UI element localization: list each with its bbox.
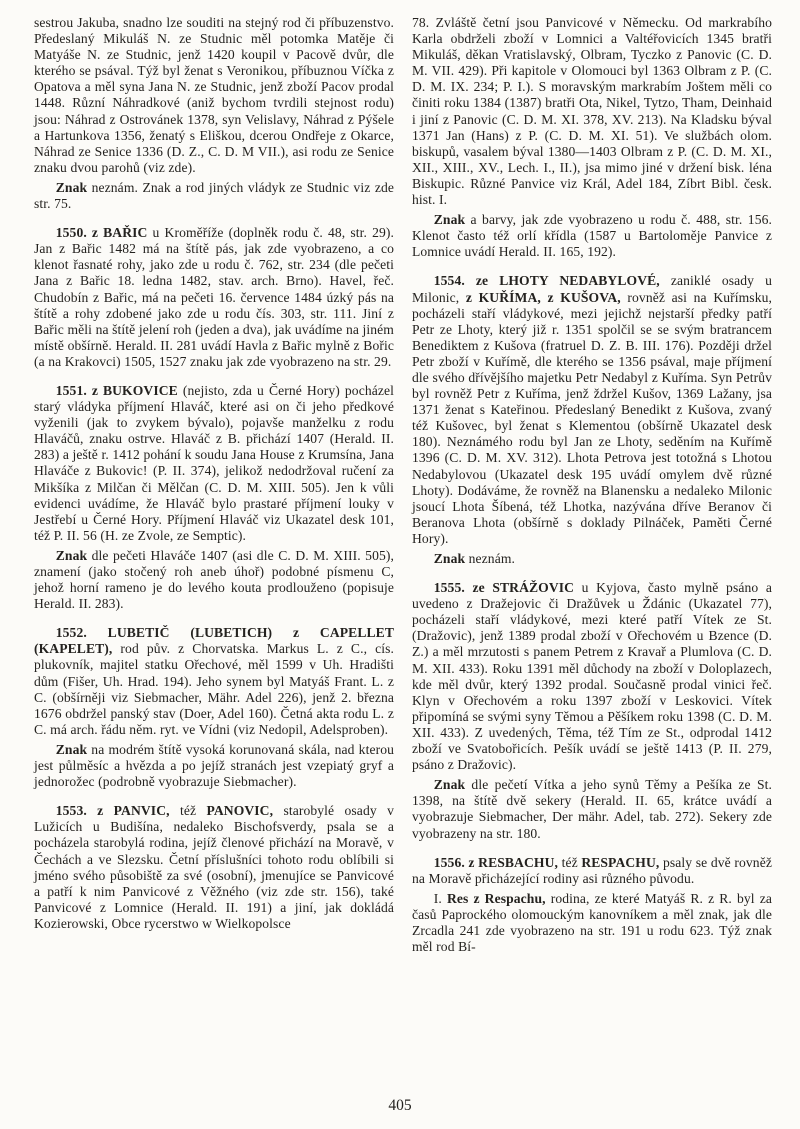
znak-paragraph-lhoty: [412, 551, 772, 567]
bold-text-run: Znak: [433, 777, 466, 793]
text-run: rodina, ze které Matyáš R. z R. byl za časů Paprockého olomouckým kanovníkem a měl znak, jak dle Zrcadla 241 zde vyobrazeno na str. 191 u rodu 623. Týž znak měl rod Bí-: [412, 890, 773, 955]
bold-text-run: Znak: [55, 547, 88, 563]
bold-text-run: Res z Respachu,: [446, 890, 546, 906]
bold-text-run: Znak: [55, 179, 88, 195]
bold-text-run: Znak: [55, 741, 88, 757]
bold-text-run: 1552. LUBETIČ (LUBETICH) z CAPELLET (KAPELET),: [34, 625, 394, 657]
text-run: neznám. Znak a rod jiných vládyk ze Studnic viz zde str. 75.: [34, 179, 394, 212]
znak-paragraph-lubetic: [34, 742, 394, 790]
page-number: 405: [388, 1097, 412, 1114]
text-run: též: [169, 803, 207, 819]
paragraph-res-z-respachu: [412, 891, 772, 955]
bold-text-run: RESPACHU,: [581, 854, 660, 870]
text-run: starobylé osady v Lužicích u Budišína, nedaleko Bischofsverdy, psala se a pocházela starobylá rodina, jejíž členové přichází na Moravě, v Čechách a ve Slezsku. Četní příslušníci tohoto rodu oblíbili si jméno svého působiště za své (osobní), jmenujíce se Panvicové a patří k nim Panvicové z Věžného (viz zde str. 156), také Panvicové z Lomnice (Herald. II. 191) a jiní, jak dokládá Kozierowski, Obce rycerstwo w Wielkopolsce: [34, 803, 394, 931]
text-run: u Kroměříže (doplněk rodu č. 48, str. 29). Jan z Bařic 1482 má na štítě pás, jak zde vyobrazeno, a co klenot řasnaté rohy, jako zde u rodu č. 762, str. 234 (dle pečeti Jana z Bařic 18. ledna 1482, stav. arch. Brno). Havel, řeč. Chudobín z Bařic, má na pečeti 16. července 1484 úzký pás na štítě a rohy zdobené jako zde u rodu čís. 303, str. 111. Jiní z Bařic měli na štítě jelení roh (jeden a dva), jak uvádíme na jiném místě obšírně. Herald. II. 281 uvádí Havla z Bařic mylně z Bořic (a na Krakovci) 1505, 1527 znaku jak zde vyobrazeno na str. 29.: [34, 225, 394, 369]
text-run: zaniklé osady u Milonic,: [412, 273, 772, 305]
entry-1553-panvic: [34, 803, 394, 932]
text-run: dle pečeti Hlaváče 1407 (asi dle C. D. M. XIII. 505), znamení (jako stočený roh aneb úhoř) podobné písmenu C, jehož horní rameno je do levého kouta prodlouženo (popisuje Herald. II. 283).: [34, 547, 394, 612]
text-run: (nejisto, zda u Černé Hory) pocházel starý vládyka příjmení Hlaváč, které asi on či jeho předkové vyženili (jak to zvykem bývalo), pojavše manželku z rodu Hlaváčů, znaku ostrve. Hlaváč z B. přichází 1407 (Herald. II. 283) a ještě r. 1412 pohání k soudu Jana House z Krumsína, Jana Hlaváče z Bukovic! (P. II. 374), jelikož nedodržoval ručení za Mikšíka z Milčan či Mělčan (C. D. M. XIII. 505). Jen k vůli evidenci uvádíme, že Hlaváč bylo prastaré příjmení louky v Jestřebí u Černé Hory. Příjmení Hlaváč viz Ukazatel desk 101, též P. II. 56 (H. ze Zvole, ze Semptic).: [34, 382, 394, 543]
bold-text-run: Znak: [433, 551, 466, 566]
bold-text-run: 1551. z BUKOVICE: [55, 382, 178, 398]
entry-1551-bukovice: [34, 383, 394, 544]
text-run: sestrou Jakuba, snadno lze souditi na stejný rod či příbuzenstvo. Předeslaný Mikuláš N. ze Studnic měl potomka Matěje či Matyáše N. ze Studnic, jenž 1420 koupil v Pacově dvůr, dle kterého se psával. Týž byl ženat s Veronikou, příbuznou Víčka z Opatova a měl syna Jana N. ze Studnic, jenž zboží Pacov prodal 1448. Různí Náhradkové (aniž bychom tvrdili stejnost rodu) jsou: Náhrad z Ostrovánek 1378, syn Velislavy, Náhrad z Pýšele a Hartunkova 1356, ženatý s Eliškou, dcerou Ondřeje z Okarce, Náhrad ze Senice 1336 (D. Z., C. D. M VII.), asi rodu ze Senice znaku dvou parohů (viz zde).: [34, 15, 394, 175]
two-column-text-block: [34, 15, 772, 955]
text-run: u Kyjova, často mylně psáno a uvedeno z Dražejovic či Dražůvek u Ždánic (Ukazatel 77), pocházeli staří vládykové, mezi které patří Vítek ze St. (Dražovic), jenž 1389 prodal zboží v Ořechovém u Bzence (D. Z.) a měl mrzutosti s panem Petrem z Kravař a Plumlova (C. D. M. XII. 433). Roku 1391 měl důchody na zboží v Doloplazech, kde měl dvůr, který 1392 prodal. Současně prodal vinici řeč. Klyn v Ořechovém a roku 1397 zboží v Leskovici. Vítek připomíná se svými syny Těmou a Pěšíkem roku 1398 (C. D. M. XII. 433). Z uvedených, Těma, též Tím ze St., odprodal 1412 zboží ve Svatobořicích. Pešík uvádí se ještě 1413 (P. II. 279, psáno z Dražovic).: [412, 580, 773, 773]
bold-text-run: 1556. z RESBACHU,: [433, 854, 558, 870]
entry-1552-lubetic: [34, 625, 394, 738]
znak-paragraph-bukovice: [34, 548, 394, 612]
text-run: a barvy, jak zde vyobrazeno u rodu č. 488, str. 156. Klenot často též orlí křídla (1587 u Bartoloměje Panvice z Lomnice uvádí Herald. II. 165, 192).: [412, 212, 772, 260]
znak-paragraph-studnic: [34, 180, 394, 212]
bold-text-run: 1554. ze LHOTY NEDABYLOVÉ,: [433, 273, 660, 289]
left-column: [34, 15, 394, 955]
text-run: na modrém štítě vysoká korunovaná skála, nad kterou jest půlměsíc a hvězda a po jejíž stranách jest vzepiatý gryf a jednorožec (podrobně vyobrazuje Siebmacher).: [34, 741, 394, 790]
text-run: I.: [433, 890, 447, 906]
text-run: psaly se dvě rovněž na Moravě přicházející rodiny asi různého původu.: [412, 854, 772, 886]
continuation-paragraph-studnic: [34, 15, 394, 176]
text-run: neznám.: [465, 551, 516, 566]
entry-1556-resbachu: [412, 855, 772, 887]
entry-1550-baric: [34, 225, 394, 370]
znak-paragraph-panvic: [412, 212, 772, 260]
znak-paragraph-strazovic: [412, 777, 772, 841]
text-run: dle pečetí Vítka a jeho synů Těmy a Pešíka ze St. 1398, na štítě dvě sekery (Herald. II. 65, krátce uvádí a vyobrazuje Siebmacher, Der mähr. Adel, tab. 272). Sekery zde vyobrazeny na str. 180.: [412, 777, 772, 841]
text-run: rod pův. z Chorvatska. Markus L. z C., cís. plukovník, majitel statku Ořechové, měl 1599 v Uh. Hradišti dům (Fišer, Uh. Hrad. 194). Jeho synem byl Matyáš Frant. L. z C. (obšírněji viz Siebmacher, Mähr. Adel 226), jenž 2. března 1676 obdržel panský stav (Doer, Adel 160). Četná akta rodu L. z C. má arch. řádu něm. ryt. ve Vídni (viz Nedopil, Adelsproben).: [34, 641, 394, 737]
text-run: 78. Zvláště četní jsou Panvicové v Německu. Od markrabího Karla obdrželi zboží v Lomnici a Valtéřovicích 1345 bratři Mikuláš, děkan Vratislavský, Olbram, Tyczko z Panovic (C. D. M. VII. 429). Při kapitole v Olomouci byl 1363 Olbram z P. (C. D. M. IX. 234; P. I.). S moravským markrabím Joštem měli co činiti roku 1384 (1387) bratři Ota, Nikel, Tytzo, Tham, Deinhaid i jiní z Panovic (C. D. M. XI. 378, XV. 213). Na Kladsku býval 1371 Jan (Hans) z P. (C. D. M. XI. 51). Ve službách olom. biskupů, vasalem býval 1380—1403 Olbram z P. (C. D. M. XI., XII., XIII., XV., Lech. I., II.), jsa mimo jiné v držení bisk. léna Biskupic. Různé Panvice viz Král, Adel 184, Zíbrt Bibl. česk. hist. I.: [412, 15, 772, 208]
bold-text-run: 1555. ze STRÁŽOVIC: [433, 580, 575, 596]
bold-text-run: 1550. z BAŘIC: [55, 225, 148, 241]
bold-text-run: PANOVIC,: [206, 803, 274, 819]
bold-text-run: Znak: [433, 212, 466, 228]
bold-text-run: z KUŘÍMA, z KUŠOVA,: [465, 289, 621, 305]
bold-text-run: 1553. z PANVIC,: [55, 803, 170, 819]
entry-1554-lhoty: [412, 273, 772, 547]
continuation-paragraph-panvic: [412, 15, 772, 208]
text-run: rovněž asi na Kuřímsku, pocházeli staří vládykové, mezi jejichž nejstarší předky patří Petr ze Lhoty, který již r. 1351 spolčil se se svým bratrancem Benediktem z Kušova (fratruel D. Z. B. III. 176). Později držel Petr zboží v Kuřímě, dle kterého se 1356 psával, maje příjmení dle svého dřívějšího majetku Petr Nedabyl z Kuříma. Syn Petrův byl rovněž Petr z Kuříma, jenž ždržel Kušov, 1369 Lažany, jsa 1371 ženat s Kateřinou. Předeslaný Benedikt z Kušova, zvaný též Kušovec, byl ženat s Klementou (obšírně Ukazatel desk 180). Neznámého rodu byl Jan ze Lhoty, seděním na Kuřímě 1396 (C. D. M. XV. 312). Lhota Petrova jest totožná s Lhotou Nedabylovou (Ukazatel desk 195 uvádí omylem dvě různé Lhoty). Dodáváme, že rovněž na Blanensku a nedaleko Milonic jsoucí Lhota Šíbená, též Lhotka, nazývána dříve Beranov či Beranova Lhota (obšírně s doklady Pilnáček, Paměti Černé Hory).: [412, 289, 772, 546]
entry-1555-strazovic: [412, 580, 772, 773]
right-column: [412, 15, 772, 955]
text-run: též: [557, 854, 582, 870]
